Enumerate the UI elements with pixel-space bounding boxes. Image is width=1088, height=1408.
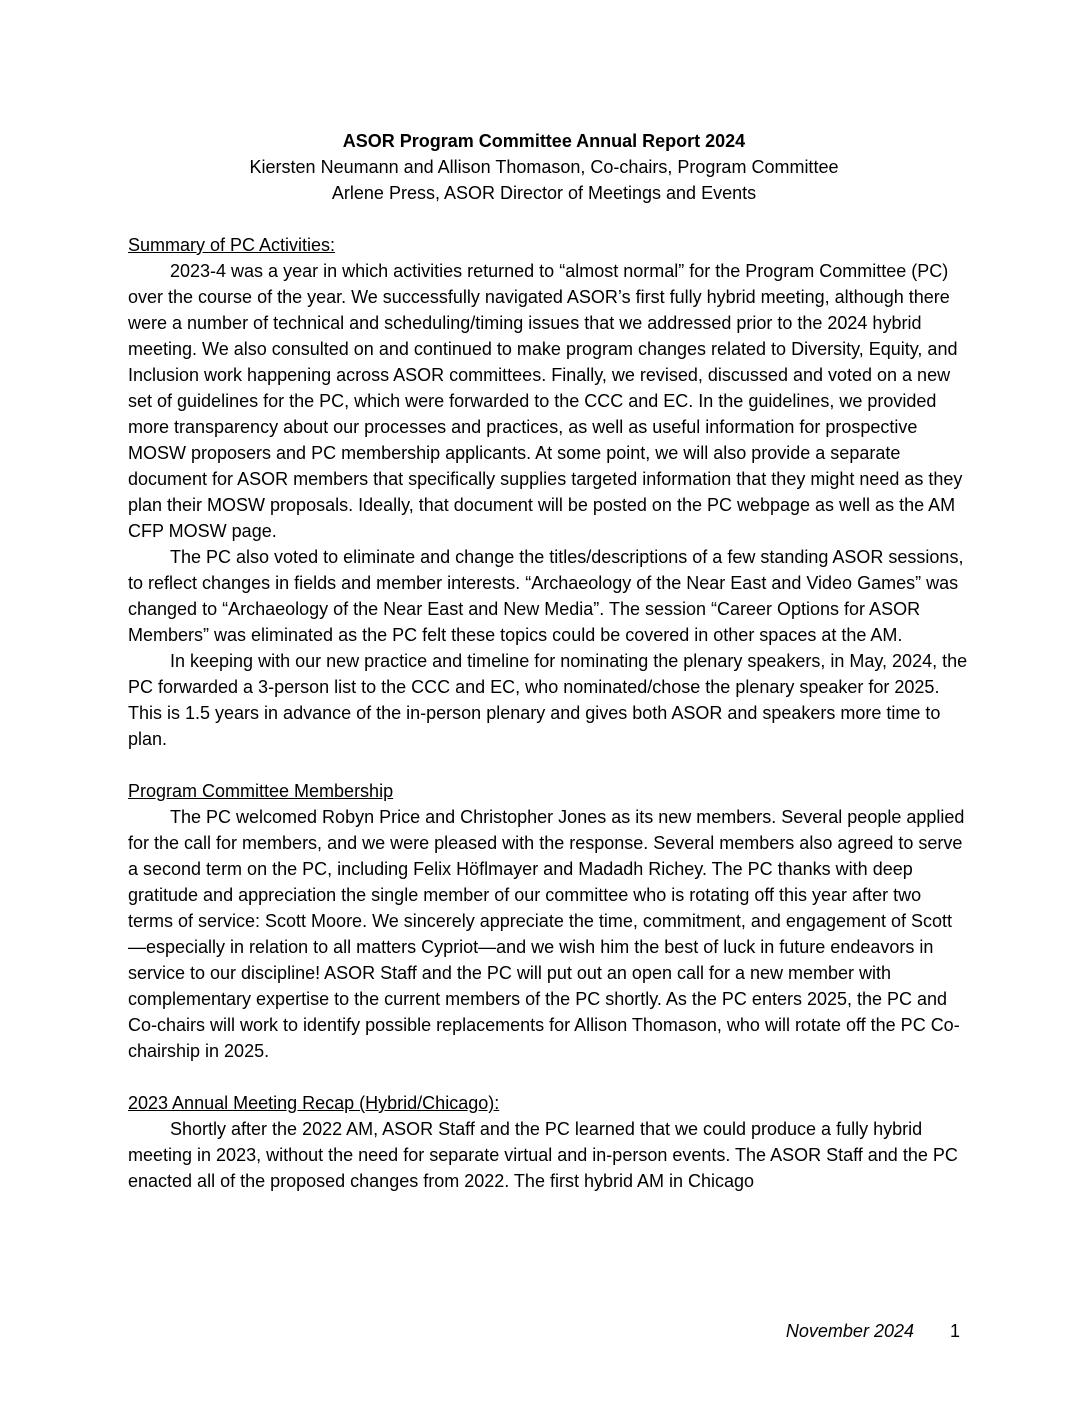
- section-recap: [128, 1090, 968, 1194]
- paragraph: The PC welcomed Robyn Price and Christopher Jones as its new members. Several people applied for the call for members, and we were pleased with the response. Several members also agreed to serve a second term on the PC, including Felix Höflmayer and Madadh Richey. The PC thanks with deep gratitude and appreciation the single member of our committee who is rotating off this year after two terms of service: Scott Moore. We sincerely appreciate the time, commitment, and engagement of Scott—especially in relation to all matters Cypriot—and we wish him the best of luck in future endeavors in service to our discipline! ASOR Staff and the PC will put out an open call for a new member with complementary expertise to the current members of the PC shortly. As the PC enters 2025, the PC and Co-chairs will work to identify possible replacements for Allison Thomason, who will rotate off the PC Co-chairship in 2025.: [128, 807, 965, 1061]
- paragraph: In keeping with our new practice and timeline for nominating the plenary speakers, in May, 2024, the PC forwarded a 3-person list to the CCC and EC, who nominated/chose the plenary speaker for 2025. This is 1.5 years in advance of the in-person plenary and gives both ASOR and speakers more time to plan.: [128, 651, 968, 749]
- paragraph: Shortly after the 2022 AM, ASOR Staff and the PC learned that we could produce a fully hybrid meeting in 2023, without the need for separate virtual and in-person events. The ASOR Staff and the PC enacted all of the proposed changes from 2022. The first hybrid AM in Chicago: [128, 1119, 958, 1191]
- report-subtitle-cochairs: Kiersten Neumann and Allison Thomason, Co-chairs, Program Committee: [249, 157, 839, 177]
- page-number: 1: [949, 1321, 960, 1341]
- page-footer: [700, 1318, 960, 1344]
- report-title: ASOR Program Committee Annual Report 2024: [342, 131, 746, 151]
- paragraph: 2023-4 was a year in which activities returned to “almost normal” for the Program Committee (PC) over the course of the year. We successfully navigated ASOR’s first fully hybrid meeting, although there were a number of technical and scheduling/timing issues that we addressed prior to the 2024 hybrid meeting. We also consulted on and continued to make program changes related to Diversity, Equity, and Inclusion work happening across ASOR committees. Finally, we revised, discussed and voted on a new set of guidelines for the PC, which were forwarded to the CCC and EC. In the guidelines, we provided more transparency about our processes and practices, as well as useful information for prospective MOSW proposers and PC membership applicants. At some point, we will also provide a separate document for ASOR members that specifically supplies targeted information that they might need as they plan their MOSW proposals. Ideally, that document will be posted on the PC webpage as well as the AM CFP MOSW page.: [128, 261, 963, 541]
- report-subtitle-director: Arlene Press, ASOR Director of Meetings and Events: [331, 183, 757, 203]
- section-membership: [128, 778, 968, 1064]
- report-body: [128, 232, 968, 1194]
- section-spacer: [128, 1064, 968, 1090]
- section-spacer: [128, 752, 968, 778]
- footer-date: November 2024: [785, 1321, 914, 1341]
- report-header: [0, 128, 1088, 206]
- section-summary: [128, 232, 968, 752]
- section-heading-membership: Program Committee Membership: [128, 781, 394, 801]
- section-heading-recap: 2023 Annual Meeting Recap (Hybrid/Chicago):: [128, 1093, 500, 1113]
- paragraph: The PC also voted to eliminate and change the titles/descriptions of a few standing ASOR sessions, to reflect changes in fields and member interests. “Archaeology of the Near East and Video Games” was changed to “Archaeology of the Near East and New Media”. The session “Career Options for ASOR Members” was eliminated as the PC felt these topics could be covered in other spaces at the AM.: [128, 547, 964, 645]
- section-heading-summary: Summary of PC Activities:: [128, 235, 336, 255]
